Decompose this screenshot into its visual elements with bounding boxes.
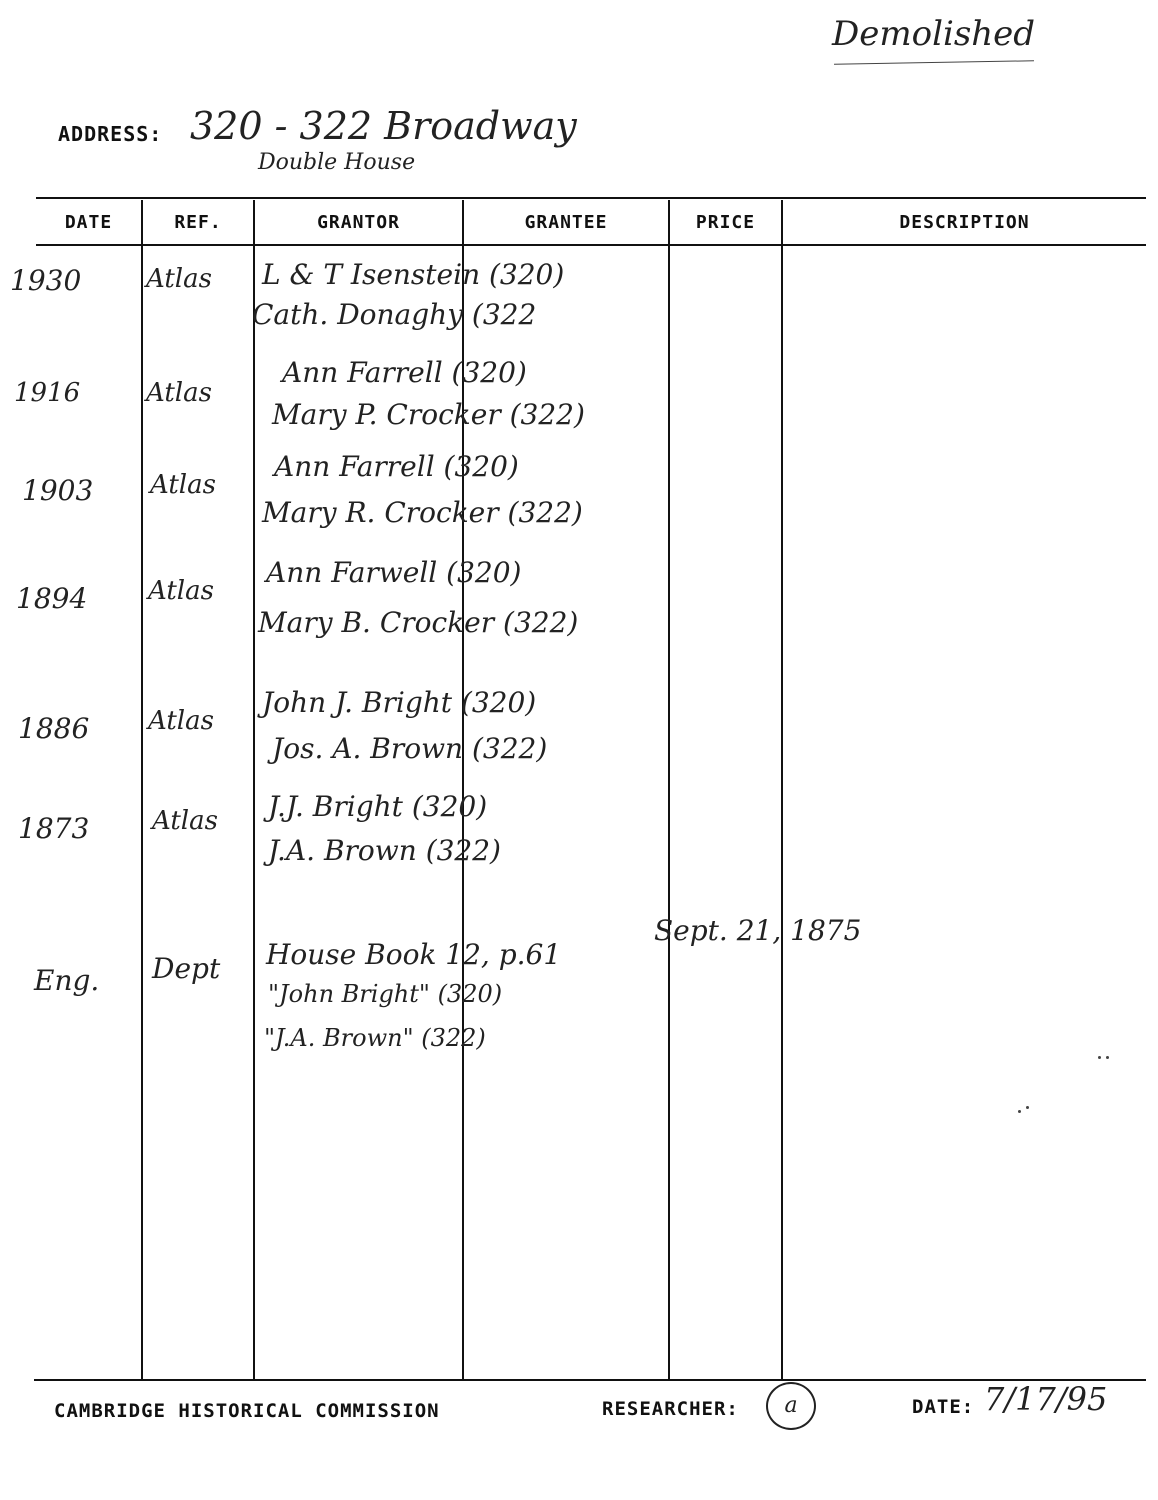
column-header-grantee: GRANTEE: [524, 212, 608, 233]
researcher-label: RESEARCHER:: [602, 1398, 739, 1420]
address-subtitle: Double House: [258, 150, 416, 175]
row-parties-line2: "John Bright" (320): [268, 980, 503, 1008]
row-parties-line1: House Book 12, p.61: [266, 938, 562, 971]
commission-name: CAMBRIDGE HISTORICAL COMMISSION: [54, 1400, 440, 1422]
column-header-price: PRICE: [695, 212, 756, 233]
row-ref: Dept: [152, 952, 221, 985]
row-parties-line2: Cath. Donaghy (322: [252, 298, 537, 331]
scan-speck: [1026, 1106, 1029, 1109]
row-ref: Atlas: [146, 378, 212, 408]
row-date: 1930: [10, 264, 82, 297]
column-header-description: DESCRIPTION: [899, 212, 1030, 233]
row-ref: Atlas: [148, 706, 214, 736]
row-parties-line1: John J. Bright (320): [262, 686, 537, 719]
row-parties-line2: J.A. Brown (322): [268, 834, 501, 867]
row-date: 1873: [18, 812, 90, 845]
row-parties-line2: Mary B. Crocker (322): [258, 606, 579, 639]
column-divider: [781, 200, 783, 1380]
row-parties-line2: Mary R. Crocker (322): [262, 496, 583, 529]
row-date: 1916: [14, 378, 81, 408]
row-recorded-date: Sept. 21, 1875: [654, 914, 862, 947]
scan-speck: [1098, 1056, 1101, 1059]
row-date: 1894: [16, 582, 88, 615]
table-bottom-rule: [34, 1379, 1146, 1381]
row-ref: Atlas: [148, 576, 214, 606]
demolished-note: Demolished: [832, 14, 1036, 54]
column-divider: [668, 200, 670, 1380]
date-value: 7/17/95: [984, 1380, 1108, 1418]
row-parties-line3: "J.A. Brown" (322): [264, 1024, 486, 1052]
scan-speck: [1018, 1110, 1021, 1113]
column-header-ref: REF.: [174, 212, 222, 233]
column-header-date: DATE: [64, 212, 113, 233]
address-label: ADDRESS:: [58, 122, 163, 146]
address-value: 320 - 322 Broadway: [190, 104, 577, 148]
row-ref: Atlas: [150, 470, 216, 500]
row-parties-line2: Mary P. Crocker (322): [272, 398, 585, 431]
table-header-rule: [36, 244, 1146, 246]
column-divider: [141, 200, 143, 1380]
researcher-initials: a: [766, 1382, 816, 1430]
column-header-grantor: GRANTOR: [317, 212, 400, 233]
row-date: 1886: [18, 712, 90, 745]
row-parties-line1: Ann Farrell (320): [282, 356, 527, 389]
demolished-underline: [834, 60, 1034, 64]
row-parties-line1: Ann Farwell (320): [266, 556, 522, 589]
row-parties-line2: Jos. A. Brown (322): [272, 732, 548, 765]
scan-speck: [1106, 1056, 1109, 1059]
date-label: DATE:: [912, 1396, 975, 1418]
row-parties-line1: L & T Isenstein (320): [262, 258, 565, 291]
row-ref: Atlas: [146, 264, 212, 294]
row-parties-line1: Ann Farrell (320): [274, 450, 519, 483]
row-parties-line1: J.J. Bright (320): [268, 790, 488, 823]
row-date: 1903: [22, 474, 94, 507]
row-ref: Atlas: [152, 806, 218, 836]
column-divider: [253, 200, 255, 1380]
row-date: Eng.: [34, 964, 100, 997]
table-top-rule: [36, 197, 1146, 199]
